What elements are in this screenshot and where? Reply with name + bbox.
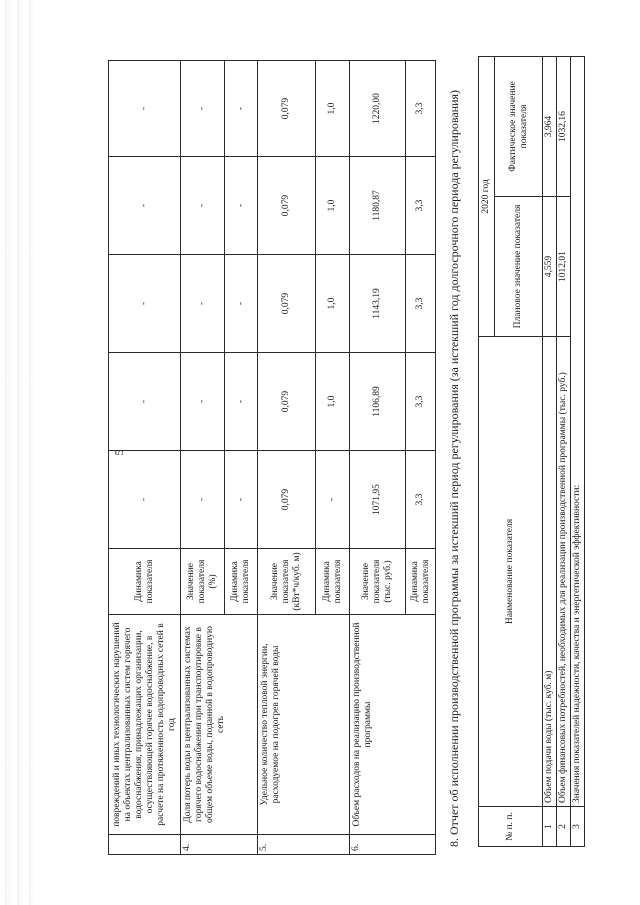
value-cell: - — [109, 61, 181, 157]
page-number: 5 — [112, 449, 126, 456]
fact-value: 1032,16 — [557, 56, 571, 196]
table-row — [181, 61, 225, 855]
line-label: Значение показателя (%) — [181, 549, 225, 615]
value-cell: 0,079 — [258, 451, 316, 549]
line-label: Динамика показателя — [109, 549, 181, 615]
table-row — [543, 56, 557, 846]
value-cell: - — [181, 451, 225, 549]
value-cell: - — [225, 451, 258, 549]
col-header-plan: Плановое значение показателя — [495, 197, 543, 337]
value-cell: 1,0 — [316, 353, 350, 451]
line-label: Динамика показателя — [316, 549, 350, 615]
plan-value: 4,559 — [543, 197, 557, 337]
table-row — [557, 56, 571, 846]
indicator-name: Значения показателей надежности, качества и энергетической эффективности: — [571, 56, 585, 806]
value-cell: - — [316, 451, 350, 549]
value-cell: - — [225, 353, 258, 451]
value-cell: - — [225, 157, 258, 255]
line-label: Динамика показателя — [225, 549, 258, 615]
row-number: 5. — [258, 835, 350, 855]
table-row — [571, 56, 585, 846]
value-cell: 1,0 — [316, 255, 350, 353]
indicator-name: Объем расходов на реализацию производственной программы — [350, 615, 436, 835]
value-cell: 3,3 — [406, 255, 436, 353]
value-cell: 1,0 — [316, 157, 350, 255]
section-8-heading: 8. Отчет об исполнении производственной программы за истекший период регулирования (за истекший год долгосрочного периода регулирования) — [447, 89, 461, 847]
value-cell: 3,3 — [406, 353, 436, 451]
value-cell: - — [225, 61, 258, 157]
col-header-number: № п. п. — [479, 807, 543, 847]
value-cell: 0,079 — [258, 157, 316, 255]
indicators-table — [108, 60, 436, 855]
value-cell: 1220,00 — [350, 61, 406, 157]
indicator-name: Объем финансовых потребностей, необходимых для реализации производственной программы (тыс. руб.) — [557, 337, 571, 807]
value-cell: 1071,95 — [350, 451, 406, 549]
value-cell: 1,0 — [316, 61, 350, 157]
plan-value: 1012,01 — [557, 197, 571, 337]
line-label: Значение показателя (кВт*ч/куб. м) — [258, 549, 316, 615]
fact-value: 3,964 — [543, 56, 557, 196]
value-cell: - — [181, 61, 225, 157]
row-number: 6. — [350, 835, 436, 855]
value-cell: - — [181, 157, 225, 255]
value-cell: - — [109, 353, 181, 451]
col-header-year: 2020 год — [479, 56, 495, 336]
value-cell: 3,3 — [406, 451, 436, 549]
col-header-fact: Фактическое значение показателя — [495, 56, 543, 196]
value-cell: - — [181, 353, 225, 451]
value-cell: - — [109, 255, 181, 353]
row-number: 4. — [181, 835, 258, 855]
line-label: Значение показателя (тыс. руб.) — [350, 549, 406, 615]
row-number — [109, 835, 181, 855]
row-number: 1 — [543, 807, 557, 847]
col-header-name: Наименование показателя — [479, 337, 543, 807]
table-row — [258, 61, 316, 855]
indicator-name: Объем подачи воды (тыс. куб. м) — [543, 337, 557, 807]
indicator-name: Удельное количество тепловой энергии, расходуемое на подогрев горячей воды — [258, 615, 350, 835]
table-row — [109, 61, 181, 855]
report-table — [478, 56, 585, 847]
table-row — [350, 61, 406, 855]
value-cell: 0,079 — [258, 353, 316, 451]
value-cell: - — [181, 255, 225, 353]
line-label: Динамика показателя — [406, 549, 436, 615]
value-cell: 0,079 — [258, 61, 316, 157]
row-number: 2 — [557, 807, 571, 847]
value-cell: 0,079 — [258, 255, 316, 353]
value-cell: - — [109, 157, 181, 255]
value-cell: 3,3 — [406, 157, 436, 255]
value-cell: 1106,89 — [350, 353, 406, 451]
indicator-name: Доля потерь воды в централизованных системах горячего водоснабжения при транспортировке в общем объеме воды, поданной в водопроводную сеть — [181, 615, 258, 835]
value-cell: 1143,19 — [350, 255, 406, 353]
row-number: 3 — [571, 807, 585, 847]
value-cell: - — [225, 255, 258, 353]
value-cell: - — [109, 451, 181, 549]
indicator-name: повреждений и иных технологических нарушений на объектах централизованных систем горячего водоснабжения, принадлежащих организации, осуществляющей горячее водоснабжение, в расчете на протяженность водопроводных сетей в год — [109, 615, 181, 835]
value-cell: 3,3 — [406, 61, 436, 157]
table-header-row — [479, 56, 495, 846]
value-cell: 1180,87 — [350, 157, 406, 255]
